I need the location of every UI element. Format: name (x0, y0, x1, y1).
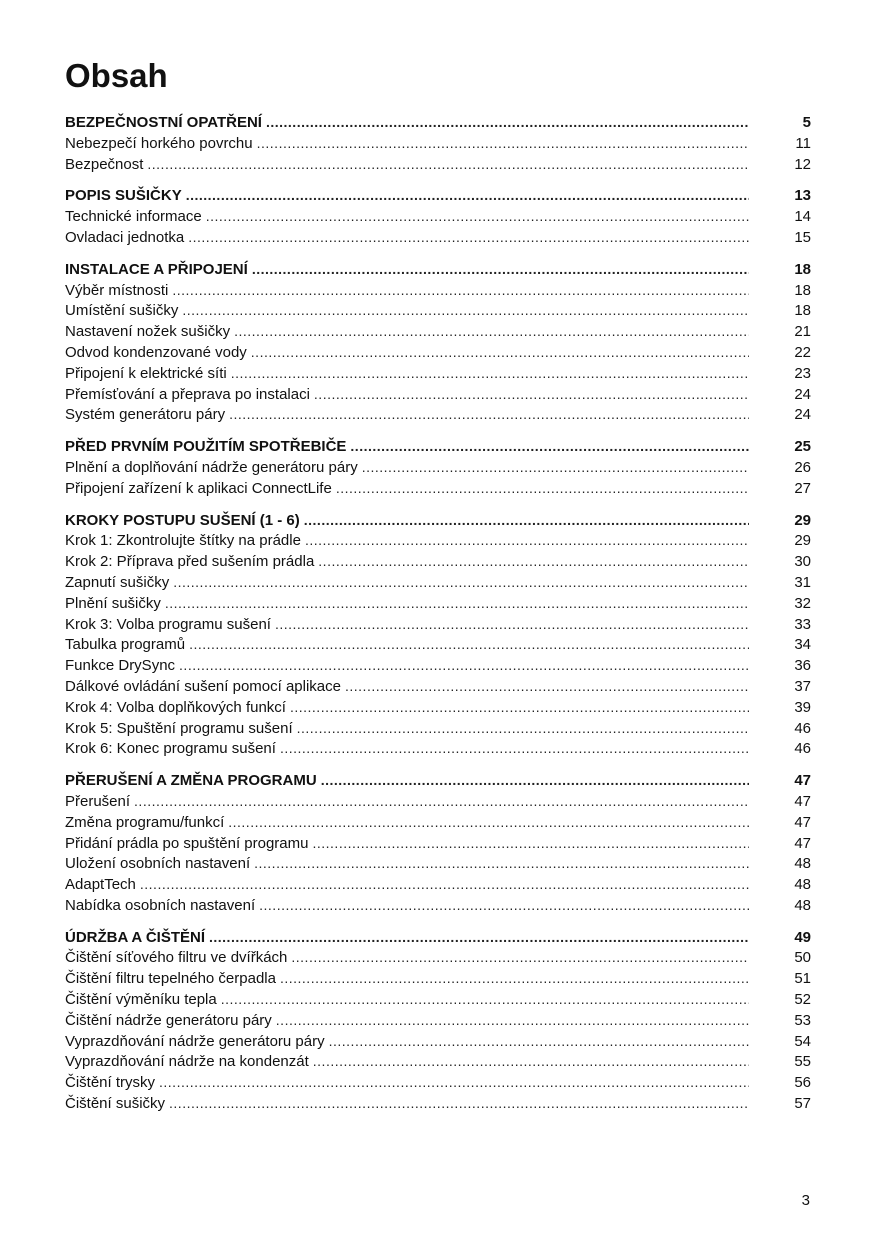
toc-entry[interactable] (65, 478, 811, 499)
toc-entry-label: Bezpečnost (65, 155, 144, 173)
toc-section (65, 770, 811, 916)
toc-entry-label: Přemísťování a přeprava po instalaci (65, 385, 310, 403)
toc-entry[interactable] (65, 133, 811, 154)
toc-entry-label: Uložení osobních nastavení (65, 855, 251, 873)
toc-entry[interactable] (65, 404, 811, 425)
toc-entry-label: Ovladaci jednotka (65, 228, 185, 246)
toc-page-number: 13 (794, 187, 811, 205)
toc-leader-dots (147, 154, 749, 175)
toc-section (65, 259, 811, 425)
toc-leader-dots (304, 510, 749, 531)
toc-heading-label: PŘED PRVNÍM POUŽITÍM SPOTŘEBIČE (65, 438, 347, 456)
toc-entry-label: Plnění sušičky (65, 594, 161, 612)
toc-entry[interactable] (65, 655, 811, 676)
toc-entry-label: Přidání prádla po spuštění programu (65, 834, 309, 852)
toc-leader-dots (188, 227, 749, 248)
toc-page-number: 22 (794, 343, 811, 361)
toc-entry[interactable] (65, 1093, 811, 1114)
toc-leader-dots (350, 436, 749, 457)
toc-entry[interactable] (65, 1051, 811, 1072)
toc-entry-label: Krok 5: Spuštění programu sušení (65, 719, 293, 737)
toc-page-number: 31 (794, 573, 811, 591)
toc-leader-dots (280, 738, 749, 759)
toc-entry[interactable] (65, 227, 811, 248)
toc-entry[interactable] (65, 1010, 811, 1031)
toc-section (65, 510, 811, 760)
toc-leader-dots (314, 384, 749, 405)
toc-leader-dots (231, 363, 749, 384)
toc-leader-dots (169, 1093, 749, 1114)
toc-leader-dots (313, 1051, 749, 1072)
toc-entry-label: Připojení k elektrické síti (65, 364, 227, 382)
toc-page-number: 26 (794, 458, 811, 476)
toc-leader-dots (206, 206, 749, 227)
toc-entry[interactable] (65, 634, 811, 655)
toc-leader-dots (140, 874, 749, 895)
toc-leader-dots (209, 927, 749, 948)
toc-page-number: 29 (794, 511, 811, 529)
toc-page-number: 52 (794, 991, 811, 1009)
toc-entry-label: Funkce DrySync (65, 657, 176, 675)
toc-section-heading[interactable] (65, 112, 811, 133)
toc-entry-label: Plnění a doplňování nádrže generátoru páry (65, 458, 358, 476)
toc-leader-dots (182, 300, 749, 321)
toc-page-number: 53 (794, 1011, 811, 1029)
toc-entry-label: Připojení zařízení k aplikaci ConnectLife (65, 479, 332, 497)
toc-page-number: 29 (794, 532, 811, 550)
toc-section (65, 185, 811, 247)
toc-page-number: 33 (794, 615, 811, 633)
toc-entry-label: Tabulka programů (65, 636, 186, 654)
toc-leader-dots (229, 404, 749, 425)
toc-page-number: 56 (794, 1074, 811, 1092)
toc-leader-dots (259, 895, 749, 916)
page-number: 3 (801, 1192, 810, 1209)
toc-entry-label: Krok 6: Konec programu sušení (65, 740, 276, 758)
toc-entry[interactable] (65, 676, 811, 697)
toc-entry-label: Čištění výměníku tepla (65, 991, 217, 1009)
toc-entry[interactable] (65, 989, 811, 1010)
toc-entry[interactable] (65, 363, 811, 384)
toc-leader-dots (257, 133, 749, 154)
toc-entry[interactable] (65, 947, 811, 968)
toc-leader-dots (165, 593, 749, 614)
toc-leader-dots (297, 718, 749, 739)
toc-section-heading[interactable] (65, 185, 811, 206)
toc-heading-label: INSTALACE A PŘIPOJENÍ (65, 260, 248, 278)
toc-entry[interactable] (65, 572, 811, 593)
toc-entry-label: Čištění filtru tepelného čerpadla (65, 970, 276, 988)
toc-leader-dots (254, 853, 749, 874)
toc-leader-dots (345, 676, 749, 697)
toc-leader-dots (189, 634, 749, 655)
toc-page-number: 37 (794, 677, 811, 695)
toc-page-number: 18 (794, 302, 811, 320)
toc-leader-dots (362, 457, 749, 478)
toc-heading-label: BEZPEČNOSTNÍ OPATŘENÍ (65, 114, 262, 131)
toc-section-heading[interactable] (65, 510, 811, 531)
toc-leader-dots (173, 572, 749, 593)
toc-leader-dots (321, 770, 749, 791)
toc-leader-dots (336, 478, 749, 499)
toc-leader-dots (221, 989, 749, 1010)
toc-leader-dots (312, 833, 749, 854)
toc-leader-dots (159, 1072, 749, 1093)
toc-page-number: 11 (795, 134, 811, 152)
toc-page-number: 12 (794, 155, 811, 173)
toc-entry-label: Nabídka osobních nastavení (65, 896, 256, 914)
toc-page-number: 5 (802, 114, 811, 131)
toc-entry-label: Krok 1: Zkontrolujte štítky na prádle (65, 532, 301, 550)
toc-heading-label: POPIS SUŠIČKY (65, 187, 182, 205)
toc-leader-dots (280, 968, 749, 989)
toc-entry[interactable] (65, 530, 811, 551)
toc-page-number: 34 (794, 636, 811, 654)
toc-page-number: 55 (794, 1053, 811, 1071)
toc-entry-label: Čištění trysky (65, 1074, 156, 1092)
toc-entry[interactable] (65, 300, 811, 321)
toc-page-number: 47 (794, 792, 811, 810)
toc-section-heading[interactable] (65, 770, 811, 791)
toc-section-heading[interactable] (65, 436, 811, 457)
toc-leader-dots (305, 530, 749, 551)
toc-page-number: 48 (794, 855, 811, 873)
toc-page-number: 25 (794, 438, 811, 456)
toc-entry[interactable] (65, 321, 811, 342)
toc-entry[interactable] (65, 812, 811, 833)
toc-entry[interactable] (65, 968, 811, 989)
toc-page-number: 30 (794, 553, 811, 571)
toc-leader-dots (172, 280, 749, 301)
toc-section (65, 436, 811, 498)
toc-leader-dots (291, 947, 749, 968)
toc-page-number: 47 (794, 772, 811, 790)
toc-leader-dots (290, 697, 749, 718)
toc-entry-label: Odvod kondenzované vody (65, 343, 247, 361)
toc-heading-label: PŘERUŠENÍ A ZMĚNA PROGRAMU (65, 772, 317, 790)
toc-leader-dots (252, 259, 749, 280)
toc-section-heading[interactable] (65, 259, 811, 280)
toc-leader-dots (234, 321, 749, 342)
toc-section-heading[interactable] (65, 927, 811, 948)
toc-leader-dots (276, 1010, 749, 1031)
toc-leader-dots (134, 791, 749, 812)
toc-page-number: 47 (794, 813, 811, 831)
toc-entry-label: Výběr místnosti (65, 281, 169, 299)
toc-entry[interactable] (65, 614, 811, 635)
toc-entry-label: Vyprazdňování nádrže generátoru páry (65, 1032, 325, 1050)
toc-page-number: 18 (794, 281, 811, 299)
toc-entry[interactable] (65, 718, 811, 739)
toc-page-number: 21 (794, 323, 811, 341)
toc-entry-label: Změna programu/funkcí (65, 813, 225, 831)
toc-page-number: 49 (794, 928, 811, 946)
toc-entry[interactable] (65, 895, 811, 916)
toc-heading-label: ÚDRŽBA A ČIŠTĚNÍ (65, 928, 205, 946)
toc-page-number: 24 (794, 385, 811, 403)
toc-entry-label: Přerušení (65, 792, 131, 810)
toc-entry[interactable] (65, 791, 811, 812)
toc-page-number: 57 (794, 1095, 811, 1113)
toc-entry-label: Čištění sušičky (65, 1095, 166, 1113)
toc-entry-label: Systém generátoru páry (65, 406, 226, 424)
toc-page-number: 46 (794, 740, 811, 758)
toc-section (65, 112, 811, 174)
table-of-contents (65, 112, 811, 1125)
toc-entry[interactable] (65, 593, 811, 614)
toc-page-number: 15 (794, 228, 811, 246)
toc-entry-label: Nastavení nožek sušičky (65, 323, 231, 341)
toc-page-number: 50 (794, 949, 811, 967)
toc-entry-label: Vyprazdňování nádrže na kondenzát (65, 1053, 309, 1071)
toc-entry[interactable] (65, 384, 811, 405)
toc-entry[interactable] (65, 206, 811, 227)
toc-section (65, 927, 811, 1114)
toc-entry-label: Dálkové ovládání sušení pomocí aplikace (65, 677, 341, 695)
toc-entry[interactable] (65, 1072, 811, 1093)
toc-leader-dots (266, 112, 749, 133)
toc-heading-label: KROKY POSTUPU SUŠENÍ (1 - 6) (65, 511, 300, 529)
toc-entry[interactable] (65, 697, 811, 718)
toc-entry-label: Nebezpečí horkého povrchu (65, 134, 253, 152)
toc-leader-dots (275, 614, 749, 635)
toc-page-number: 24 (794, 406, 811, 424)
toc-leader-dots (186, 185, 749, 206)
toc-leader-dots (329, 1031, 749, 1052)
toc-entry-label: Zapnutí sušičky (65, 573, 170, 591)
toc-page-number: 27 (794, 479, 811, 497)
toc-entry[interactable] (65, 738, 811, 759)
toc-entry[interactable] (65, 1031, 811, 1052)
toc-page-number: 32 (794, 594, 811, 612)
toc-entry-label: AdaptTech (65, 876, 136, 894)
toc-leader-dots (318, 551, 749, 572)
toc-entry-label: Čištění nádrže generátoru páry (65, 1011, 272, 1029)
toc-page-number: 48 (794, 876, 811, 894)
toc-page-number: 23 (794, 364, 811, 382)
toc-entry-label: Umístění sušičky (65, 302, 179, 320)
toc-entry[interactable] (65, 457, 811, 478)
toc-entry[interactable] (65, 874, 811, 895)
toc-entry-label: Čištění síťového filtru ve dvířkách (65, 949, 288, 967)
toc-entry-label: Technické informace (65, 208, 202, 226)
toc-entry[interactable] (65, 853, 811, 874)
toc-page-number: 47 (794, 834, 811, 852)
toc-entry[interactable] (65, 551, 811, 572)
toc-page-number: 54 (794, 1032, 811, 1050)
toc-entry[interactable] (65, 154, 811, 175)
toc-leader-dots (179, 655, 749, 676)
toc-page-number: 51 (794, 970, 811, 988)
toc-page-number: 36 (794, 657, 811, 675)
toc-leader-dots (251, 342, 749, 363)
toc-entry[interactable] (65, 833, 811, 854)
toc-entry-label: Krok 3: Volba programu sušení (65, 615, 271, 633)
page-title: Obsah (65, 57, 168, 94)
toc-leader-dots (228, 812, 749, 833)
toc-entry[interactable] (65, 342, 811, 363)
toc-page-number: 18 (794, 260, 811, 278)
toc-page-number: 14 (794, 208, 811, 226)
toc-entry-label: Krok 2: Příprava před sušením prádla (65, 553, 315, 571)
toc-page-number: 46 (794, 719, 811, 737)
toc-page-number: 48 (794, 896, 811, 914)
toc-entry[interactable] (65, 280, 811, 301)
toc-page-number: 39 (794, 698, 811, 716)
toc-entry-label: Krok 4: Volba doplňkových funkcí (65, 698, 286, 716)
